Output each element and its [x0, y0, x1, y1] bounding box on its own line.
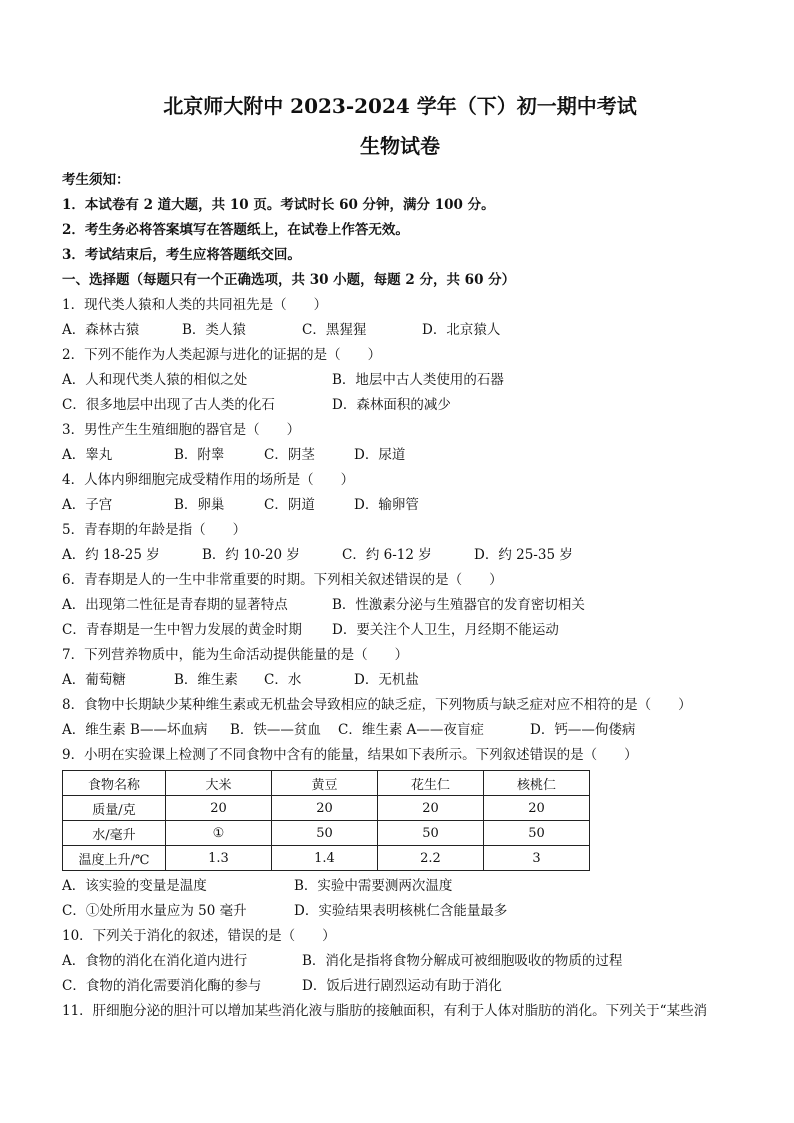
option: B．性激素分泌与生殖器官的发育密切相关	[332, 597, 585, 613]
question-stem: 2．下列不能作为人类起源与进化的证据的是（ ）	[62, 347, 382, 363]
options-row	[62, 393, 738, 418]
option: C．黑猩猩	[302, 322, 367, 338]
question-stem: 5．青春期的年龄是指（ ）	[62, 522, 247, 538]
table-cell: 20	[166, 796, 272, 821]
option: D．无机盐	[354, 672, 419, 688]
option: C．很多地层中出现了古人类的化石	[62, 397, 275, 413]
option: A．人和现代类人猿的相似之处	[62, 372, 248, 388]
option: A．森林古猿	[62, 322, 140, 338]
option: C．食物的消化需要消化酶的参与	[62, 978, 262, 994]
options-row	[62, 718, 738, 743]
options-row	[62, 368, 738, 393]
energy-table	[62, 770, 590, 871]
option: C．阴道	[264, 497, 315, 513]
table-cell: 50	[484, 821, 590, 846]
option: B．卵巢	[174, 497, 225, 513]
table-row	[63, 846, 590, 871]
question-stem: 10．下列关于消化的叙述，错误的是（ ）	[62, 928, 336, 944]
option: C．青春期是一生中智力发展的黄金时期	[62, 622, 302, 638]
notice-heading: 考生须知：	[62, 172, 130, 188]
table-cell: 3	[484, 846, 590, 871]
option: B．维生素	[174, 672, 238, 688]
notice-item: 2．考生务必将答案填写在答题纸上，在试卷上作答无效。	[62, 222, 409, 238]
options-row	[62, 593, 738, 618]
question-stem: 8．食物中长期缺少某种维生素或无机盐会导致相应的缺乏症，下列物质与缺乏症对应不相符的是（ ）	[62, 697, 692, 713]
question-stem: 1．现代类人猿和人类的共同祖先是（ ）	[62, 297, 328, 313]
option: A．子宫	[62, 497, 113, 513]
table-cell: 20	[378, 796, 484, 821]
option: A．约 18-25 岁	[62, 547, 160, 563]
question-stem: 6．青春期是人的一生中非常重要的时期。下列相关叙述错误的是（ ）	[62, 572, 503, 588]
notice-item: 3．考试结束后，考生应将答题纸交回。	[62, 247, 301, 263]
table-header-cell: 食物名称	[63, 771, 166, 796]
option: D．输卵管	[354, 497, 419, 513]
option: C．水	[264, 672, 302, 688]
table-header-cell: 核桃仁	[484, 771, 590, 796]
question-stem: 9．小明在实验课上检测了不同食物中含有的能量，结果如下表所示。下列叙述错误的是（ ）	[62, 747, 638, 763]
question-stem: 4．人体内卵细胞完成受精作用的场所是（ ）	[62, 472, 355, 488]
option: A．葡萄糖	[62, 672, 126, 688]
options-row	[62, 318, 738, 343]
table-row	[63, 796, 590, 821]
options-row	[62, 974, 738, 999]
option: A．该实验的变量是温度	[62, 878, 207, 894]
options-row	[62, 493, 738, 518]
table-cell: 1.3	[166, 846, 272, 871]
option: B．铁——贫血	[230, 722, 321, 738]
option: D．约 25-35 岁	[474, 547, 573, 563]
table-cell: 2.2	[378, 846, 484, 871]
option: A．维生素 B——坏血病	[62, 722, 208, 738]
options-row	[62, 874, 738, 899]
option: B．类人猿	[182, 322, 246, 338]
options-row	[62, 949, 738, 974]
exam-title: 北京师大附中 2023-2024 学年（下）初一期中考试	[163, 94, 637, 118]
table-cell: 水/毫升	[63, 821, 166, 846]
option: D．要关注个人卫生，月经期不能运动	[332, 622, 559, 638]
option: D．尿道	[354, 447, 406, 463]
table-cell: 50	[378, 821, 484, 846]
option: D．钙——佝偻病	[530, 722, 636, 738]
option: B．地层中古人类使用的石器	[332, 372, 504, 388]
table-row	[63, 821, 590, 846]
table-cell: 20	[484, 796, 590, 821]
options-row	[62, 618, 738, 643]
table-cell: 温度上升/℃	[63, 846, 166, 871]
table-header-row	[63, 771, 590, 796]
table-cell: 质量/克	[63, 796, 166, 821]
table-cell: ①	[166, 821, 272, 846]
exam-page	[62, 92, 738, 1024]
question-stem: 7．下列营养物质中，能为生命活动提供能量的是（ ）	[62, 647, 409, 663]
option: A．食物的消化在消化道内进行	[62, 953, 248, 969]
option: D．饭后进行剧烈运动有助于消化	[302, 978, 502, 994]
table-cell: 20	[272, 796, 378, 821]
question-stem: 3．男性产生生殖细胞的器官是（ ）	[62, 422, 301, 438]
table-cell: 1.4	[272, 846, 378, 871]
table-header-cell: 花生仁	[378, 771, 484, 796]
options-row	[62, 668, 738, 693]
options-row	[62, 899, 738, 924]
option: B．消化是指将食物分解成可被细胞吸收的物质的过程	[302, 953, 623, 969]
table-header-cell: 黄豆	[272, 771, 378, 796]
option: A．睾丸	[62, 447, 113, 463]
option: D．森林面积的减少	[332, 397, 451, 413]
exam-subtitle: 生物试卷	[360, 134, 440, 158]
question-stem: 11．肝细胞分泌的胆汁可以增加某些消化液与脂肪的接触面积，有利于人体对脂肪的消化。下列关于“某些消	[62, 1003, 708, 1019]
option: B．实验中需要测两次温度	[294, 878, 453, 894]
table-header-cell: 大米	[166, 771, 272, 796]
section-heading: 一、选择题（每题只有一个正确选项，共 30 小题，每题 2 分，共 60 分）	[62, 272, 516, 288]
table-cell: 50	[272, 821, 378, 846]
notice-item: 1．本试卷有 2 道大题，共 10 页。考试时长 60 分钟，满分 100 分。	[62, 197, 495, 213]
option: C．约 6-12 岁	[342, 547, 432, 563]
option: C．①处所用水量应为 50 毫升	[62, 903, 247, 919]
option: A．出现第二性征是青春期的显著特点	[62, 597, 288, 613]
option: D．实验结果表明核桃仁含能量最多	[294, 903, 508, 919]
option: C．维生素 A——夜盲症	[338, 722, 484, 738]
option: B．附睾	[174, 447, 225, 463]
option: B．约 10-20 岁	[202, 547, 300, 563]
options-row	[62, 543, 738, 568]
options-row	[62, 443, 738, 468]
option: C．阴茎	[264, 447, 315, 463]
option: D．北京猿人	[422, 322, 501, 338]
